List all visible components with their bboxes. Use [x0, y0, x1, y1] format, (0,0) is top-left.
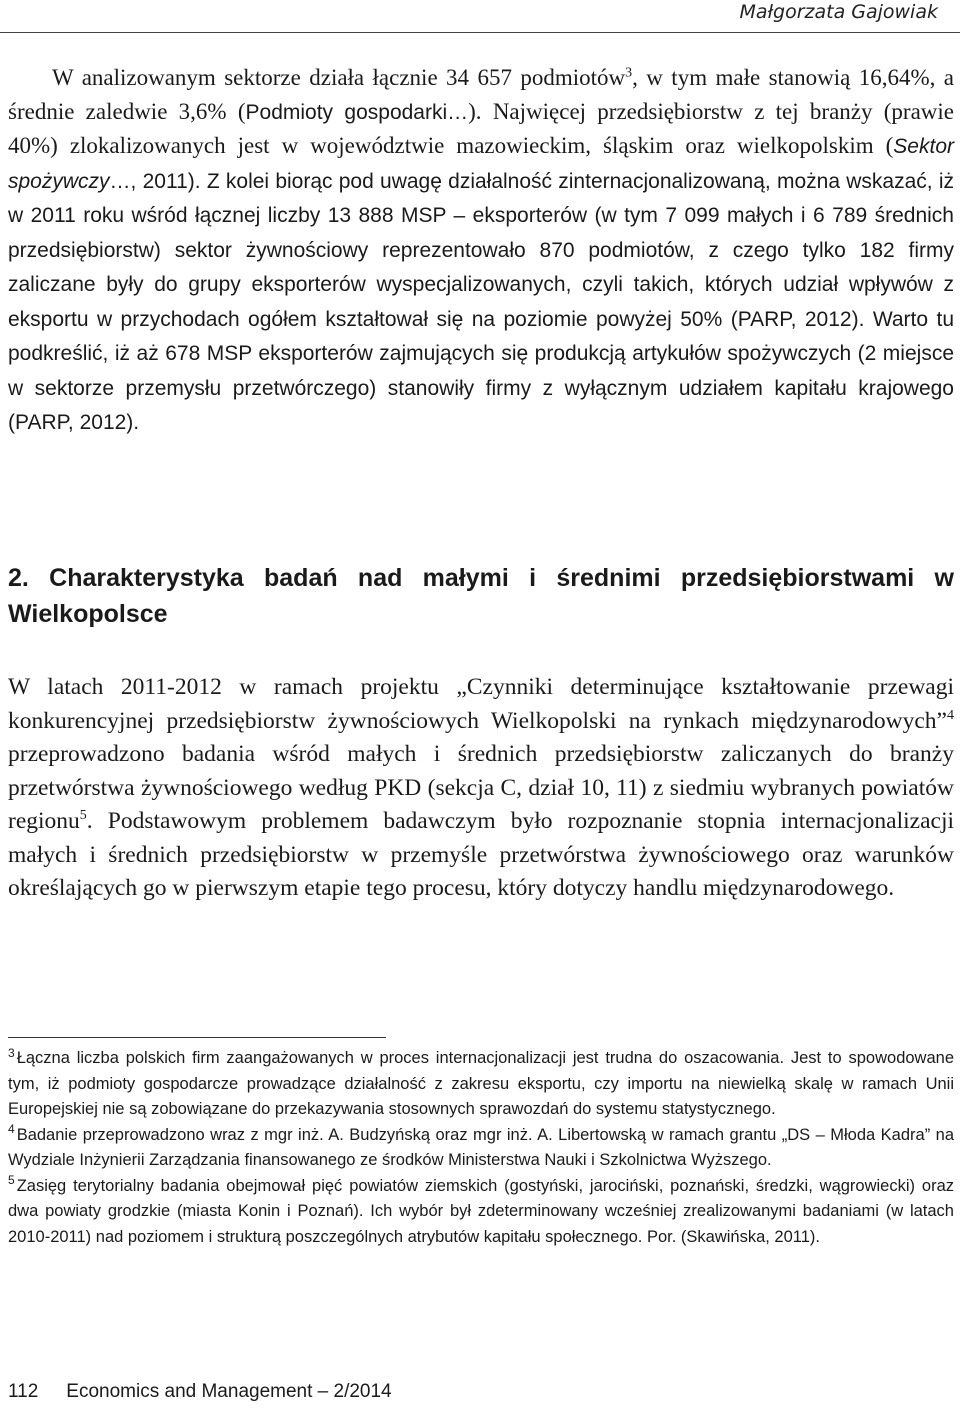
- footnote-text: Łączna liczba polskich firm zaangażowanych w proces internacjonalizacji jest trudna do oszacowania. Jest to spowodowane tym, iż podmioty gospodarcze prowadzące działalność z zakresu eksportu, czy importu na niewielką skalę w ramach Unii Europejskiej nie są zobowiązane do przekazywania stosownych sprawozdań do systemu statystycznego.: [8, 1049, 954, 1118]
- footnote-number: 4: [8, 1122, 15, 1136]
- body-paragraph-2: [8, 671, 954, 906]
- citation-podmioty-gospodarki: Podmioty gospodarki…: [245, 100, 469, 124]
- paragraph-1-text-2: , w tym małe stanowią 16,64%, a średnie zaledwie 3,6% (: [8, 65, 954, 124]
- footnote-4: [8, 1123, 954, 1174]
- paragraph-2-text-2: przeprowadzono badania wśród małych i średnich przedsiębiorstw zaliczanych do branży przetwórstwa żywnościowego według PKD (sekcja C, dział 10, 11) z siedmiu wybranych powiatów regionu: [8, 741, 954, 834]
- body-paragraph-1: [8, 61, 954, 440]
- header-rule: [0, 32, 960, 33]
- footnote-ref-4[interactable]: 4: [947, 707, 954, 723]
- footnote-number: 3: [8, 1045, 15, 1060]
- footnote-ref-3[interactable]: 3: [625, 65, 633, 81]
- paragraph-2-text-3: . Podstawowym problemem badawczym było rozpoznanie stopnia internacjonalizacji małych i średnich przedsiębiorstw w przemyśle przetwórstwa żywnościowego oraz warunków określających go w pierwszym etapie tego procesu, który dotyczy handlu międzynarodowego.: [8, 808, 954, 901]
- footnote-number: 5: [8, 1173, 15, 1187]
- footnote-separator: [8, 1037, 386, 1038]
- paragraph-2-text-1: W latach 2011-2012 w ramach projektu „Czynniki determinujące kształtowanie przewagi konkurencyjnej przedsiębiorstw żywnościowych Wielkopolski na rynkach międzynarodowych”: [8, 674, 954, 734]
- paragraph-1-text-3: ). Najwięcej przedsiębiorstw z tej branży (prawie 40%) zlokalizowanych jest w województwie mazowieckim, śląskim oraz wielkopolskim (: [8, 98, 954, 158]
- paragraph-1-text-1: W analizowanym sektorze działa łącznie 34 657 podmiotów: [52, 65, 626, 90]
- footnote-text: Zasięg terytorialny badania obejmował pięć powiatów ziemskich (gostyński, jarociński, poznański, średzki, wągrowiecki) oraz dwa powiaty grodzkie (miasta Konin i Poznań). Ich wybór był zdeterminowany wcześniej zrealizowanymi badaniami (w latach 2010-2011) nad poziomem i strukturą poszczególnych atrybutów kapitału społecznego. Por. (Skawińska, 2011).: [8, 1176, 954, 1246]
- footnote-ref-5[interactable]: 5: [79, 808, 87, 824]
- footnote-text: Badanie przeprowadzono wraz z mgr inż. A. Budzyńską oraz mgr inż. A. Libertowską w ramach grantu „DS – Młoda Kadra” na Wydziale Inżynierii Zarządzania finansowanego ze środków Ministerstwa Nauki i Szkolnictwa Wyższego.: [8, 1125, 954, 1169]
- footnote-3: [8, 1046, 954, 1123]
- section-heading: 2. Charakterystyka badań nad małymi i średnimi przedsiębiorstwami w Wielkopolsce: [8, 564, 954, 628]
- journal-name: Economics and Management – 2/2014: [66, 1381, 392, 1402]
- citation-sektor-spozywczy: Sektor spożywczy: [8, 135, 954, 193]
- footnotes-section: [8, 1046, 954, 1250]
- paragraph-1-text-4: …, 2011). Z kolei biorąc pod uwagę działalność zinternacjonalizowaną, można wskazać, iż w 2011 roku wśród łącznej liczby 13 888 MSP – eksporterów (w tym 7 099 małych i 6 789 średnich przedsiębiorstw) sektor żywnościowy reprezentowało 870 podmiotów, z czego tylko 182 firmy zaliczane były do grupy eksporterów wyspecjalizowanych, czyli takich, których udział wpływów z eksportu w przychodach ogółem kształtował się na poziomie powyżej 50% (PARP, 2012). Warto tu podkreślić, iż aż 678 MSP eksporterów zajmujących się produkcją artykułów spożywczych (2 miejsce w sektorze przemysłu przetwórczego) stanowiły firmy z wyłącznym udziałem kapitału krajowego (PARP, 2012).: [8, 169, 954, 434]
- footnote-5: [8, 1174, 954, 1251]
- page-number: 112: [8, 1381, 39, 1402]
- running-head-author: Małgorzata Gajowiak: [739, 1, 938, 23]
- page-footer: [8, 1380, 392, 1404]
